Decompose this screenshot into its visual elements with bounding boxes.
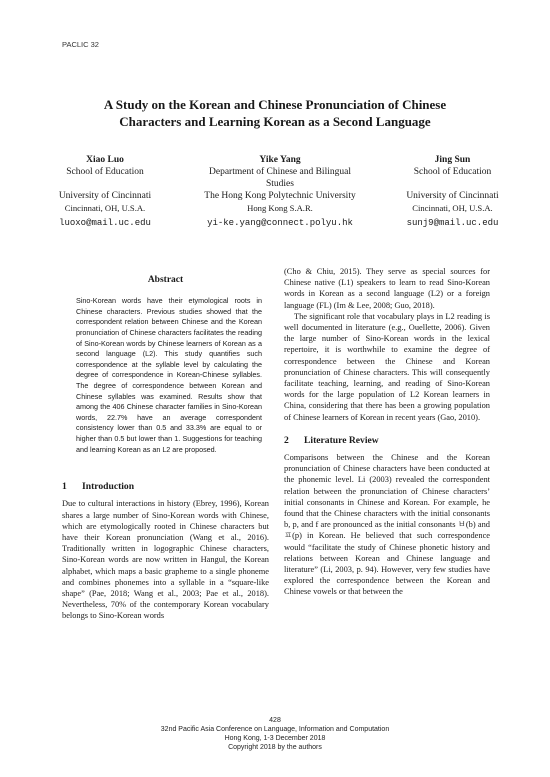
- page-number: 428: [269, 717, 281, 724]
- footer-dates: Hong Kong, 1-3 December 2018: [224, 735, 326, 742]
- conference-header: PACLIC 32: [62, 40, 99, 49]
- author-dept-cont: Studies: [266, 179, 294, 189]
- author-name: Xiao Luo: [86, 155, 124, 165]
- author-email: luoxo@mail.uc.edu: [59, 218, 151, 228]
- author-dept: School of Education: [413, 167, 492, 177]
- literature-paragraph: Comparisons between the Chinese and the Korean pronunciation of Chinese characters have been conducted at the phonemic level. Li (2003) revealed the correspondent relation between the pronunciation of Chinese characters’ initial consonants in Chinese and Korean. For example, he found that the Chinese characters with the initial consonants b, p, and f are pronounced as the initial consonants ㅂ(b) and ㅍ(p) in Korean. He believed that such correspondence would “facilitate the study of Chinese phonetic history and relations between Korean and Chinese language and literature” (Li, 2003, p. 94). However, very few studies have explored the correspondence between the Korean and Chinese vowels or that between the: [284, 453, 490, 597]
- author-1: [40, 154, 170, 229]
- author-email: sunj9@mail.uc.edu: [406, 218, 499, 228]
- right-paragraph-1: (Cho & Chiu, 2015). They serve as special sources for Chinese native (L1) speakers to learn to read Sino-Korean words in Korean as a second language (L2) or a foreign language (FL) (Im & Lee, 2008; Guo, 2018).: [284, 267, 490, 310]
- section-heading-literature-review: [284, 435, 490, 446]
- footer-copyright: Copyright 2018 by the authors: [228, 744, 322, 751]
- author-2: [180, 154, 380, 229]
- author-location: Hong Kong S.A.R.: [247, 203, 313, 213]
- author-dept: Department of Chinese and Bilingual: [209, 167, 351, 177]
- page-footer: [0, 716, 550, 752]
- section-number: 1: [62, 481, 67, 493]
- title-line-1: A Study on the Korean and Chinese Pronunciation of Chinese: [103, 97, 447, 112]
- abstract-text: Sino-Korean words have their etymological roots in Chinese characters. Previous studies showed that the correspondent relation between Chinese and the Korean pronunciation of Chinese characters facilitates the reading of Sino-Korean words by Chinese learners of Korean as a second language (L2). This study quantifies such correspondence at the syllable level by calculating the degree of correspondence in Korean-Chinese syllables. The degree of correspondence between Korean and Chinese syllables was examined. Results show that among the 406 Chinese character families in Sino-Korean words, 22.7% have an average correspondent consistency lower than 0.5 and 33.3% are equal to or higher than 0.5 but lower than 1. Suggestions for teaching and learning Korean as an L2 are proposed.: [76, 296, 262, 454]
- paper-title: [40, 96, 510, 130]
- footer-conference: 32nd Pacific Asia Conference on Language, Information and Computation: [160, 726, 390, 733]
- abstract-heading: Abstract: [147, 275, 184, 285]
- right-column: [284, 266, 490, 598]
- author-dept: School of Education: [66, 167, 144, 177]
- section-heading-introduction: [62, 481, 269, 492]
- author-univ: The Hong Kong Polytechnic University: [204, 191, 356, 201]
- section-title: Literature Review: [304, 434, 379, 446]
- author-univ: University of Cincinnati: [58, 191, 152, 201]
- author-univ: University of Cincinnati: [406, 191, 499, 201]
- section-title: Introduction: [82, 481, 135, 493]
- author-3: [385, 154, 520, 229]
- author-name: Jing Sun: [434, 155, 471, 165]
- author-location: Cincinnati, OH, U.S.A.: [412, 203, 493, 213]
- title-line-2: Characters and Learning Korean as a Second Language: [119, 114, 431, 129]
- left-column: [62, 275, 269, 622]
- right-paragraph-2: The significant role that vocabulary plays in L2 reading is well documented in literature (e.g., Ouellette, 2006). Given the large number of Sino-Korean words in the lexical repertoire, it is worthwhile to examine the degree of correspondence between the Chinese and Korean pronunciation of Chinese characters. This will consequently facilitate teaching, learning, and reading of Sino-Korean words for the large population of L2 Korean learners in China, considering that there has been a growing population of Chinese learners of Korean in recent years (Gao, 2010).: [284, 311, 490, 422]
- section-number: 2: [284, 434, 289, 446]
- author-name: Yike Yang: [259, 155, 301, 165]
- author-location: Cincinnati, OH, U.S.A.: [64, 203, 146, 213]
- author-email: yi-ke.yang@connect.polyu.hk: [207, 218, 353, 228]
- introduction-paragraph: Due to cultural interactions in history (Ebrey, 1996), Korean shares a large number of Sino-Korean words with Chinese, which are etymologically rooted in Chinese characters but have their Korean pronunciation (Wang et al., 2016). Traditionally written in logographic Chinese characters, Sino-Korean words are now written in Hangul, the Korean alphabet, which maps a basic grapheme to a single phoneme and combines phonemes into a syllable in a “square-like shape” (Pae, 2018; Wang et al., 2003; Pae et al., 2018). Nevertheless, 70% of the contemporary Korean vocabulary belongs to Sino-Korean words: [62, 499, 269, 621]
